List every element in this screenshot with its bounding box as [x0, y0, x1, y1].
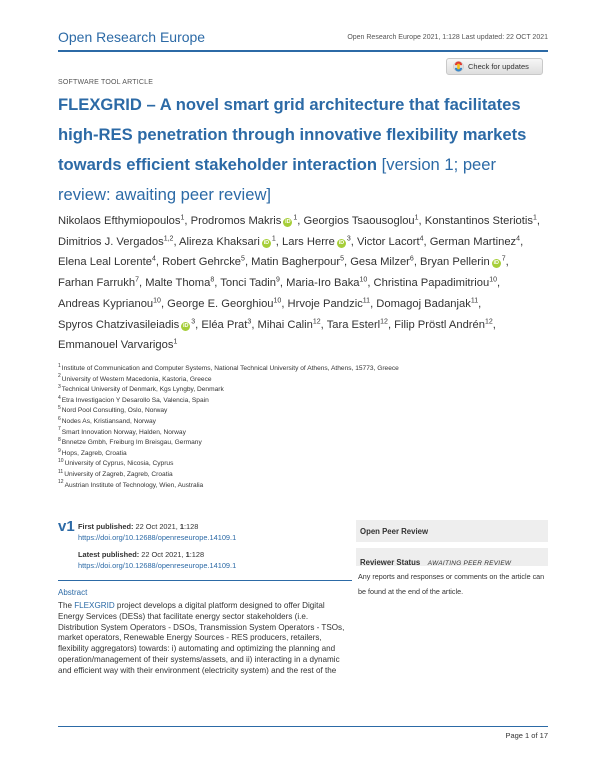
- abstract-pre: The: [58, 601, 75, 610]
- author-name: Domagoj Badanjak: [376, 297, 471, 310]
- author-affiliation-number: 4: [151, 255, 156, 263]
- affiliation-text: University of Western Macedonia, Kastoria, Greece: [61, 375, 212, 383]
- author-name: Dimitrios J. Vergados: [58, 235, 164, 248]
- affiliation-number: 9: [58, 447, 61, 454]
- affiliation-text: Bnnetze Gmbh, Freiburg Im Breisgau, Germany: [61, 439, 202, 447]
- author[interactable]: Lars Herre $iD^3$,: [282, 234, 354, 248]
- author-name: Maria-Iro Baka: [286, 277, 360, 290]
- review-note: Any reports and responses or comments on the article can be found at the end of the article.: [358, 572, 545, 596]
- latest-published-volume: 1: [185, 550, 190, 559]
- check-for-updates-button[interactable]: [446, 58, 543, 75]
- footer-divider: [58, 726, 548, 727]
- orcid-icon[interactable]: iD: [338, 239, 345, 246]
- author[interactable]: Andreas Kyprianou$^{10}$,: [58, 297, 165, 310]
- author-name: Mihai Calin: [257, 318, 313, 331]
- affiliation: [58, 438, 558, 449]
- affiliation-number: 7: [58, 426, 61, 433]
- open-peer-review-heading: Open Peer Review: [356, 520, 548, 542]
- affiliation-text: University of Zagreb, Zagreb, Croatia: [64, 470, 173, 478]
- flexgrid-link[interactable]: FLEXGRID: [74, 601, 115, 610]
- check-for-updates-label: Check for updates: [468, 62, 529, 71]
- header-divider: [58, 50, 548, 52]
- article-title: [58, 90, 548, 210]
- author-affiliation-number: 11: [362, 297, 371, 305]
- author-affiliation-number: 12: [312, 317, 321, 325]
- article-type: SOFTWARE TOOL ARTICLE: [58, 79, 154, 86]
- author-affiliation-number: 7: [501, 255, 506, 263]
- author[interactable]: Alireza Khaksari $iD^1$,: [179, 234, 279, 248]
- author[interactable]: Tonci Tadin$^9$,: [220, 276, 284, 290]
- author[interactable]: [58, 339, 177, 351]
- author[interactable]: Victor Lacort$^4$,: [357, 234, 427, 248]
- author[interactable]: Domagoj Badanjak$^{11}$,: [376, 297, 482, 310]
- reviewer-status-value: AWAITING PEER REVIEW: [427, 560, 512, 567]
- affiliation-number: 2: [58, 373, 61, 380]
- author-affiliation-number: 8: [210, 276, 215, 284]
- author-name: Konstantinos Steriotis: [424, 215, 533, 227]
- affiliation-text: Hops, Zagreb, Croatia: [61, 449, 127, 457]
- reviewer-status-label: Reviewer Status: [360, 558, 421, 567]
- affiliation-number: 11: [58, 468, 64, 475]
- author[interactable]: Prodromos Makris $iD^1$,: [190, 214, 301, 227]
- affiliation-number: 12: [58, 479, 64, 486]
- author-affiliation-number: 9: [276, 276, 280, 284]
- author[interactable]: Matin Bagherpour$^5$,: [251, 255, 348, 269]
- author[interactable]: Konstantinos Steriotis$^1$,: [424, 214, 540, 227]
- abstract-heading: Abstract: [58, 588, 88, 597]
- journal-name[interactable]: Open Research Europe: [58, 29, 206, 45]
- page-header: [58, 26, 548, 50]
- author-name: Elena Leal Lorente: [58, 256, 152, 269]
- author-affiliation-number: 1: [271, 234, 276, 242]
- article-title-main: FLEXGRID – A novel smart grid architecture that facilitates high-RES penetration through innovative flexibility markets towards efficient stakeholder interaction: [58, 95, 527, 174]
- author-name: Robert Gehrcke: [162, 256, 242, 269]
- author-affiliation-number: 1,2: [163, 234, 174, 242]
- affiliation-text: Etra Investigacion Y Desarollo Sa, Valencia, Spain: [61, 396, 209, 404]
- author-affiliation-number: 10: [153, 297, 161, 305]
- affiliation-number: 1: [58, 362, 61, 369]
- latest-published-article: :128: [189, 550, 205, 559]
- latest-published-line: [78, 549, 236, 560]
- author-name: Filip Pröstl Andrén: [394, 318, 485, 331]
- first-published-doi-link[interactable]: https://doi.org/10.12688/openreseurope.14109.1: [78, 533, 237, 542]
- author-affiliation-number: 7: [135, 276, 140, 284]
- first-published-date: 22 Oct 2021,: [135, 522, 180, 531]
- author-name: Christina Papadimitriou: [373, 277, 490, 290]
- orcid-icon[interactable]: iD: [263, 239, 270, 246]
- author-affiliation-number: 1: [173, 338, 178, 346]
- author-affiliation-number: 3: [191, 317, 196, 325]
- first-published-line: [78, 521, 236, 532]
- author[interactable]: Dimitrios J. Vergados$^{1,2}$,: [58, 234, 177, 248]
- author[interactable]: Hrvoje Pandzic$^{11}$,: [287, 297, 374, 310]
- affiliation: [58, 417, 558, 428]
- author-affiliation-number: 1: [293, 214, 298, 222]
- crossmark-icon: [453, 61, 464, 72]
- citation-line: Open Research Europe 2021, 1:128 Last updated: 22 OCT 2021: [347, 34, 548, 41]
- author-affiliation-number: 1: [532, 214, 537, 222]
- author-affiliation-number: 12: [380, 317, 388, 325]
- author-name: German Martinez: [429, 235, 517, 248]
- author-name: Prodromos Makris: [190, 215, 282, 227]
- first-published-article: :128: [184, 522, 199, 531]
- affiliation: [58, 406, 558, 417]
- author[interactable]: Robert Gehrcke$^5$,: [162, 255, 249, 269]
- author[interactable]: Malte Thoma$^8$,: [145, 276, 218, 290]
- latest-published-doi-link[interactable]: https://doi.org/10.12688/openreseurope.14109.1: [78, 561, 237, 570]
- author-name: George E. Georghiou: [167, 297, 274, 310]
- author-name: Victor Lacort: [357, 235, 420, 248]
- first-published-volume: 1: [179, 522, 184, 531]
- affiliation-text: Institute of Communication and Computer Systems, National Technical University of Athens, Athens, 15773, Greece: [61, 365, 399, 372]
- author[interactable]: Eléa Prat$^3$,: [201, 317, 255, 331]
- author[interactable]: Mihai Calin$^{12}$,: [257, 317, 324, 331]
- affiliation-list: [58, 364, 558, 491]
- affiliation-number: 3: [58, 384, 61, 390]
- latest-published-label: Latest published:: [78, 550, 140, 559]
- author-name: Nikolaos Efthymiopoulos: [58, 215, 181, 227]
- author-name: Tara Esterl: [326, 318, 381, 331]
- author[interactable]: Bryan Pellerin $iD^7$,: [420, 255, 509, 269]
- author-affiliation-number: 5: [340, 255, 344, 263]
- author-affiliation-number: 10: [359, 276, 368, 284]
- page-number: Page 1 of 17: [505, 731, 548, 740]
- affiliation-number: 10: [58, 458, 64, 465]
- orcid-icon[interactable]: iD: [285, 219, 291, 225]
- affiliation: [58, 396, 558, 407]
- author-affiliation-number: 1: [180, 214, 185, 222]
- author-affiliation-number: 3: [346, 234, 351, 242]
- author[interactable]: Maria-Iro Baka$^{10}$,: [286, 276, 371, 290]
- author-affiliation-number: 4: [516, 234, 521, 242]
- author[interactable]: George E. Georghiou$^{10}$,: [167, 297, 285, 310]
- reviewer-status-bar: [356, 548, 548, 566]
- affiliation: [58, 364, 558, 375]
- affiliation-number: 4: [58, 394, 61, 401]
- affiliation: [58, 459, 558, 470]
- author-affiliation-number: 1: [414, 214, 419, 222]
- affiliation-number: 5: [58, 405, 61, 412]
- author-affiliation-number: 4: [419, 234, 424, 242]
- open-peer-review-panel: [356, 520, 548, 605]
- author-affiliation-number: 6: [409, 255, 414, 263]
- author[interactable]: Spyros Chatzivasileiadis $iD^3$,: [58, 317, 199, 331]
- affiliation-text: University of Cyprus, Nicosia, Cyprus: [64, 460, 174, 468]
- author-affiliation-number: 5: [241, 255, 245, 263]
- affiliation-text: Technical University of Denmark, Kgs Lyngby, Denmark: [61, 386, 224, 394]
- author[interactable]: Gesa Milzer$^6$,: [350, 255, 417, 269]
- author-affiliation-number: 10: [273, 297, 282, 305]
- affiliation: [58, 449, 558, 460]
- article-version-status: [version 1; peer review: awaiting peer review]: [58, 155, 497, 204]
- author-name: Spyros Chatzivasileiadis: [58, 318, 180, 331]
- author[interactable]: Georgios Tsaousoglou$^1$,: [303, 214, 422, 227]
- author-name: Alireza Khaksari: [179, 235, 260, 248]
- affiliation-number: 8: [58, 436, 61, 443]
- author-name: Farhan Farrukh: [58, 277, 136, 290]
- affiliation: [58, 481, 558, 492]
- author[interactable]: Filip Pröstl Andrén$^{12}$,: [394, 317, 496, 331]
- author-name: Matin Bagherpour: [251, 256, 341, 269]
- affiliation-text: Nodes As, Kristiansand, Norway: [61, 417, 156, 425]
- abstract-text: project develops a digital platform designed to offer Digital Energy Services (DESs) that facilitate energy sector stakeholders (i.e. Distribution System Operators - DSOs, Transmission System Operators - TSOs, market operators, Renewable Energy Sources - RES producers, retailers, flexibility aggregators) towards: i) automating and optimizing the planning and operation/management of their systems/assets, and ii) interacting in a dynamic and efficient way with their environment (electricity system) and the rest of the: [58, 601, 345, 675]
- abstract-divider: [58, 580, 352, 581]
- author-name: Eléa Prat: [201, 318, 248, 331]
- author-affiliation-number: 12: [484, 317, 493, 325]
- affiliation: [58, 428, 558, 439]
- author-affiliation-number: 10: [489, 276, 497, 284]
- affiliation: [58, 385, 558, 396]
- affiliation-text: Austrian Institute of Technology, Wien, Australia: [64, 481, 204, 489]
- author[interactable]: Tara Esterl$^{12}$,: [326, 317, 392, 331]
- author-name: Gesa Milzer: [350, 256, 410, 269]
- author[interactable]: German Martinez$^4$,: [429, 234, 524, 248]
- author-name: Bryan Pellerin: [420, 256, 490, 269]
- version-badge: v1: [58, 518, 75, 535]
- author[interactable]: Nikolaos Efthymiopoulos$^1$,: [58, 214, 188, 227]
- author-name: Hrvoje Pandzic: [287, 297, 363, 310]
- publication-history: [78, 521, 236, 571]
- author[interactable]: Elena Leal Lorente$^4$,: [58, 255, 159, 269]
- author-affiliation-number: 3: [247, 317, 252, 325]
- author-affiliation-number: 11: [470, 297, 479, 305]
- orcid-icon[interactable]: iD: [493, 260, 499, 267]
- author-name: Malte Thoma: [145, 277, 211, 290]
- author-name: Tonci Tadin: [220, 277, 277, 290]
- author-name: Lars Herre: [282, 235, 335, 248]
- abstract-body: [58, 601, 348, 677]
- affiliation-number: 6: [58, 415, 61, 422]
- author-name: Georgios Tsaousoglou: [303, 215, 415, 227]
- author[interactable]: Christina Papadimitriou$^{10}$,: [373, 276, 501, 290]
- author[interactable]: Farhan Farrukh$^7$,: [58, 276, 143, 290]
- latest-published-date: 22 Oct 2021,: [141, 550, 186, 559]
- affiliation: [58, 470, 558, 481]
- affiliation-text: Smart Innovation Norway, Halden, Norway: [61, 428, 186, 436]
- affiliation-text: Nord Pool Consulting, Oslo, Norway: [61, 407, 168, 415]
- first-published-label: First published:: [78, 522, 134, 531]
- author-list: [58, 211, 558, 356]
- author-name: Andreas Kyprianou: [58, 297, 154, 310]
- author-name: Emmanouel Varvarigos: [58, 339, 174, 352]
- affiliation: [58, 375, 558, 386]
- orcid-icon[interactable]: iD: [183, 322, 189, 329]
